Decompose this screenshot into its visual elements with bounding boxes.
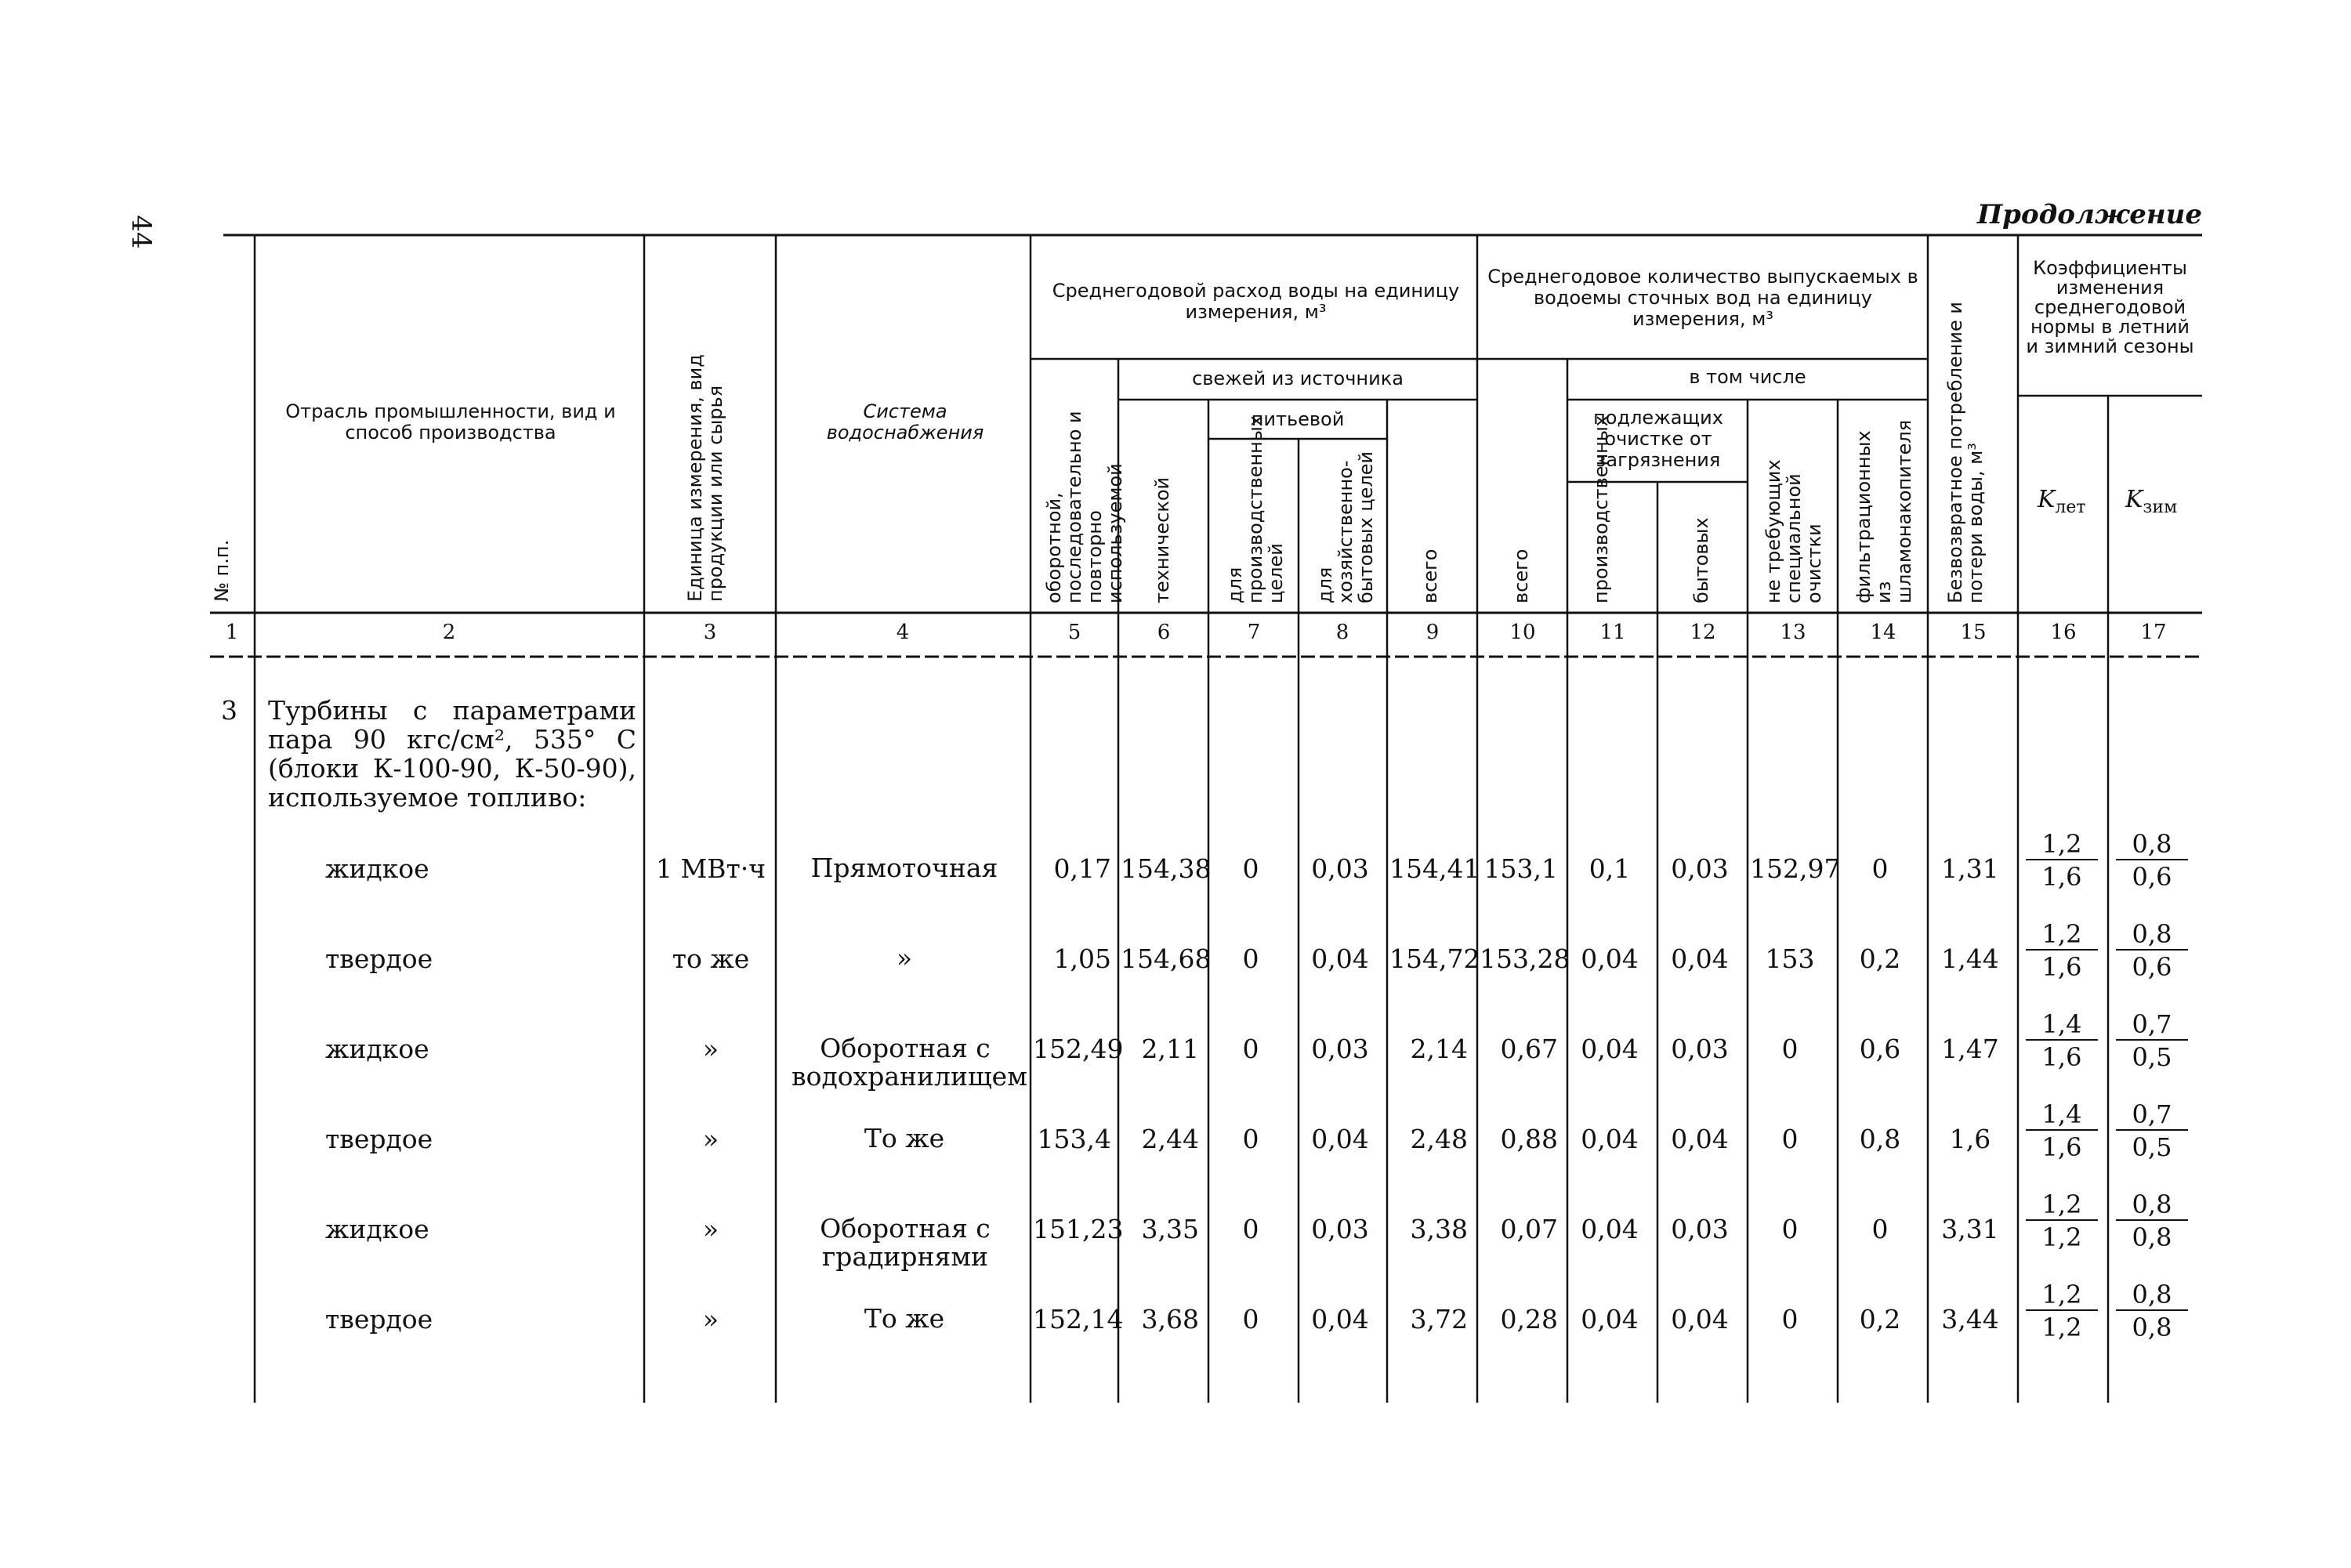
cell-c12: 0,04 (1671, 1304, 1729, 1334)
cell-c6: 2,11 (1141, 1034, 1199, 1064)
cell-c8: 0,03 (1311, 1034, 1369, 1064)
cell-c6: 154,38 (1121, 853, 1212, 884)
row-unit: » (702, 1124, 719, 1154)
cell-c6: 3,68 (1141, 1304, 1199, 1334)
cell-c11: 0,04 (1581, 1034, 1639, 1064)
fraction-denominator: 0,5 (2132, 1132, 2172, 1162)
fraction-denominator: 0,6 (2132, 862, 2172, 892)
header-col9: всего (1419, 549, 1441, 603)
coefficient-fraction (2026, 831, 2098, 890)
cell-c13: 0 (1781, 1124, 1799, 1154)
row-unit: 1 МВт·ч (655, 853, 766, 884)
cell-c6: 2,44 (1141, 1124, 1199, 1154)
row-fuel: жидкое (325, 1214, 429, 1244)
fraction-denominator: 1,6 (2041, 862, 2082, 892)
column-number: 9 (1425, 621, 1440, 644)
fraction-numerator: 1,2 (2026, 1281, 2098, 1311)
coefficient-fraction (2116, 921, 2188, 980)
coefficient-fraction (2026, 921, 2098, 980)
cell-c12: 0,04 (1671, 943, 1729, 974)
fraction-denominator: 1,6 (2041, 1132, 2082, 1162)
coefficient-fraction (2026, 1101, 2098, 1161)
cell-c11: 0,04 (1581, 1304, 1639, 1334)
cell-c8: 0,04 (1311, 1304, 1369, 1334)
cell-c8: 0,03 (1311, 1214, 1369, 1244)
header-col7: для производственных целей (1224, 415, 1287, 603)
fraction-denominator: 0,6 (2132, 952, 2172, 982)
column-number: 15 (1960, 621, 1987, 644)
cell-c15: 1,6 (1949, 1124, 1991, 1154)
cell-c5: 153,4 (1037, 1124, 1111, 1154)
row-unit: то же (672, 943, 750, 974)
fraction-numerator: 1,2 (2026, 921, 2098, 951)
cell-c6: 3,35 (1141, 1214, 1199, 1244)
column-number: 14 (1870, 621, 1896, 644)
coefficient-fraction (2116, 1281, 2188, 1341)
row-fuel: жидкое (325, 1034, 429, 1064)
cell-c9: 3,72 (1410, 1304, 1468, 1334)
fraction-numerator: 0,8 (2116, 1191, 2188, 1221)
column-number: 1 (225, 621, 239, 644)
column-number: 3 (703, 621, 717, 644)
cell-c11: 0,04 (1581, 943, 1639, 974)
header-col6: технической (1151, 476, 1173, 603)
row-fuel: твердое (325, 1304, 433, 1334)
column-number: 6 (1157, 621, 1171, 644)
header-col8: для хозяйственно-бытовых целей (1314, 451, 1377, 603)
coefficient-fraction (2026, 1191, 2098, 1251)
row-system: То же (864, 1123, 945, 1153)
fraction-numerator: 1,2 (2026, 1191, 2098, 1221)
header-col2: Отрасль промышленности, вид и способ производства (285, 400, 616, 444)
row-unit: » (702, 1304, 719, 1334)
cell-c11: 0,04 (1581, 1124, 1639, 1154)
column-number: 10 (1509, 621, 1536, 644)
cell-c7: 0 (1242, 1034, 1259, 1064)
cell-c9: 2,48 (1410, 1124, 1468, 1154)
cell-c7: 0 (1242, 853, 1259, 884)
fraction-denominator: 0,8 (2132, 1313, 2172, 1342)
fraction-denominator: 1,2 (2041, 1313, 2082, 1342)
section-description: Турбины с параметрами пара 90 кгс/см², 535° С (блоки К-100-90, К-50-90), используемое топливо: (268, 695, 636, 813)
cell-c9: 2,14 (1410, 1034, 1468, 1064)
cell-c15: 3,44 (1941, 1304, 1999, 1334)
header-col13: не требующих специальной очистки (1762, 459, 1825, 603)
cell-c15: 1,31 (1941, 853, 1999, 884)
fraction-numerator: 0,8 (2116, 921, 2188, 951)
cell-c13: 0 (1781, 1214, 1799, 1244)
header-col11: производственных (1590, 415, 1612, 603)
column-number: 4 (896, 621, 910, 644)
cell-c10: 0,88 (1500, 1124, 1558, 1154)
cell-c11: 0,1 (1588, 853, 1631, 884)
cell-c12: 0,03 (1671, 853, 1729, 884)
fraction-denominator: 1,2 (2041, 1222, 2082, 1252)
cell-c7: 0 (1242, 1304, 1259, 1334)
row-fuel: твердое (325, 943, 433, 974)
cell-c9: 154,72 (1389, 943, 1480, 974)
header-col5: оборотной, последовательно и повторно используемой (1043, 411, 1126, 603)
column-number: 5 (1067, 621, 1081, 644)
row-system: Оборотная с градирнями (820, 1213, 991, 1272)
header-col14: фильтрационных из шламонакопителя (1853, 419, 1915, 603)
fraction-numerator: 0,7 (2116, 1011, 2188, 1041)
cell-c8: 0,04 (1311, 943, 1369, 974)
cell-c8: 0,03 (1311, 853, 1369, 884)
cell-c13: 152,97 (1750, 853, 1841, 884)
section-number: 3 (221, 695, 237, 726)
cell-c10: 153,1 (1483, 853, 1558, 884)
coefficient-fraction (2026, 1281, 2098, 1341)
row-system: Оборотная с водохранилищем (792, 1033, 1027, 1092)
header-coeff-group: Коэффициенты изменения среднегодовой нормы в летний и зимний сезоны (2026, 257, 2194, 357)
fraction-numerator: 0,7 (2116, 1101, 2188, 1131)
header-col15: Безвозвратное потребление и потери воды, м³ (1944, 302, 1987, 603)
column-number: 13 (1780, 621, 1806, 644)
row-fuel: жидкое (325, 853, 429, 884)
row-system: Прямоточная (810, 853, 998, 883)
cell-c15: 3,31 (1941, 1214, 1999, 1244)
header-including-group: в том числе (1689, 366, 1806, 388)
cell-c5: 152,14 (1033, 1304, 1124, 1334)
cell-c7: 0 (1242, 1124, 1259, 1154)
coefficient-fraction (2116, 1101, 2188, 1161)
cell-c8: 0,04 (1311, 1124, 1369, 1154)
cell-c5: 151,23 (1033, 1214, 1124, 1244)
cell-c11: 0,04 (1581, 1214, 1639, 1244)
fraction-denominator: 1,6 (2041, 952, 2082, 982)
cell-c7: 0 (1242, 943, 1259, 974)
cell-c12: 0,03 (1671, 1034, 1729, 1064)
fraction-numerator: 1,4 (2026, 1101, 2098, 1131)
cell-c9: 3,38 (1410, 1214, 1468, 1244)
cell-c13: 0 (1781, 1304, 1799, 1334)
cell-c12: 0,03 (1671, 1214, 1729, 1244)
fraction-denominator: 0,5 (2132, 1042, 2172, 1072)
fraction-numerator: 1,4 (2026, 1011, 2098, 1041)
row-fuel: твердое (325, 1124, 433, 1154)
header-col10: всего (1510, 549, 1532, 603)
fraction-numerator: 1,2 (2026, 831, 2098, 860)
header-discharge-group: Среднегодовое количество выпускаемых в водоемы сточных вод на единицу измерения, м³ (1487, 266, 1918, 330)
fraction-denominator: 1,6 (2041, 1042, 2082, 1072)
cell-c14: 0 (1871, 1214, 1889, 1244)
header-col1: № п.п. (211, 539, 233, 602)
cell-c7: 0 (1242, 1214, 1259, 1244)
continued-label: Продолжение (1977, 199, 2202, 230)
cell-c14: 0,6 (1859, 1034, 1901, 1064)
header-col17: $K_{зим}$ (2125, 486, 2178, 517)
cell-c15: 1,47 (1941, 1034, 1999, 1064)
cell-c5: 1,05 (1053, 943, 1111, 974)
header-consumption-group: Среднегодовой расход воды на единицу измерения, м³ (1052, 280, 1460, 323)
cell-c5: 152,49 (1033, 1034, 1124, 1064)
cell-c10: 0,07 (1500, 1214, 1558, 1244)
cell-c9: 154,41 (1389, 853, 1480, 884)
header-col3: Единица измерения, вид продукции или сырья (684, 354, 726, 602)
header-requiring-group: подлежащих очистке от загрязнения (1593, 407, 1723, 471)
header-drinking-group: питьевой (1251, 408, 1345, 430)
page-number: 44 (125, 215, 157, 249)
column-number: 8 (1335, 621, 1349, 644)
cell-c5: 0,17 (1053, 853, 1111, 884)
row-system: » (896, 943, 913, 973)
row-system: То же (864, 1303, 945, 1334)
column-number: 17 (2140, 621, 2167, 644)
cell-c13: 153 (1765, 943, 1815, 974)
header-fresh-group: свежей из источника (1192, 368, 1404, 389)
cell-c13: 0 (1781, 1034, 1799, 1064)
column-number: 12 (1690, 621, 1716, 644)
row-unit: » (702, 1034, 719, 1064)
cell-c10: 153,28 (1480, 943, 1570, 974)
column-number: 16 (2050, 621, 2077, 644)
cell-c14: 0,8 (1859, 1124, 1901, 1154)
column-number: 7 (1247, 621, 1261, 644)
row-unit: » (702, 1214, 719, 1244)
coefficient-fraction (2116, 1191, 2188, 1251)
header-col16: $K_{лет}$ (2038, 486, 2086, 517)
cell-c12: 0,04 (1671, 1124, 1729, 1154)
cell-c14: 0,2 (1859, 943, 1901, 974)
fraction-denominator: 0,8 (2132, 1222, 2172, 1252)
fraction-numerator: 0,8 (2116, 1281, 2188, 1311)
cell-c10: 0,28 (1500, 1304, 1558, 1334)
cell-c14: 0,2 (1859, 1304, 1901, 1334)
coefficient-fraction (2116, 1011, 2188, 1070)
column-number: 2 (442, 621, 456, 644)
column-number: 11 (1599, 621, 1626, 644)
header-col12: бытовых (1690, 517, 1712, 603)
cell-c15: 1,44 (1941, 943, 1999, 974)
coefficient-fraction (2116, 831, 2188, 890)
header-col4: Система водоснабжения (826, 400, 984, 444)
cell-c6: 154,68 (1121, 943, 1212, 974)
cell-c14: 0 (1871, 853, 1889, 884)
cell-c10: 0,67 (1500, 1034, 1558, 1064)
fraction-numerator: 0,8 (2116, 831, 2188, 860)
coefficient-fraction (2026, 1011, 2098, 1070)
